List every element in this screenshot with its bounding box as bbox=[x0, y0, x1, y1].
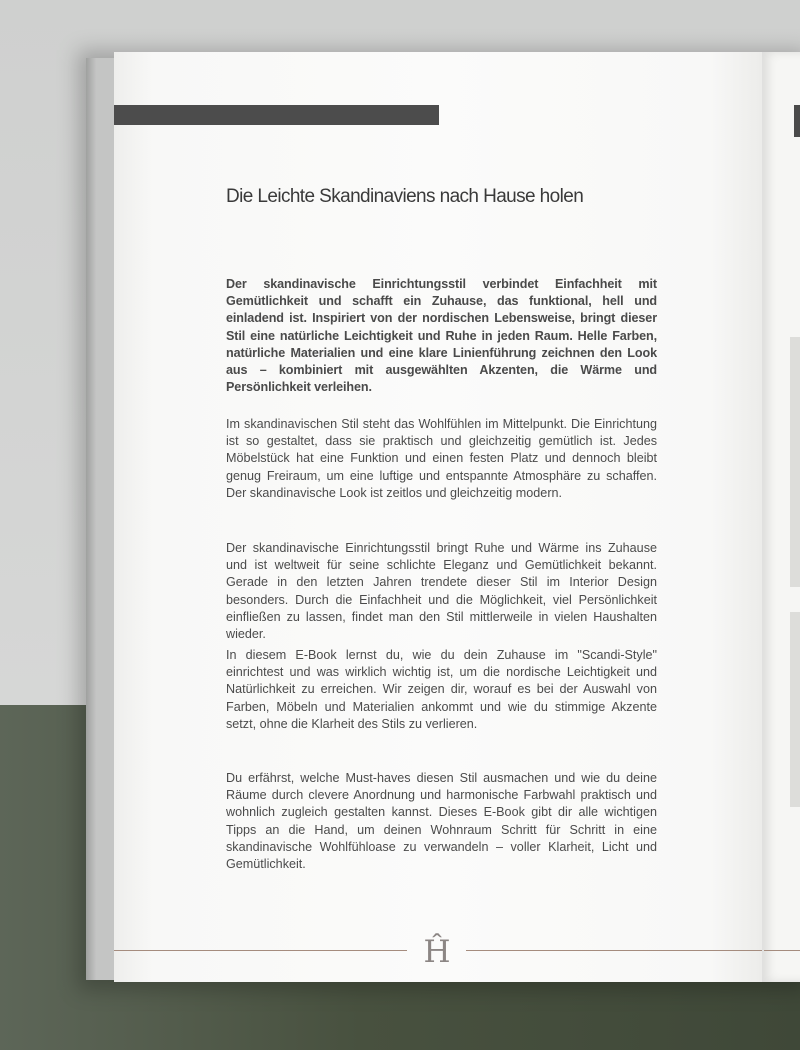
intro-paragraph: Der skandinavische Einrichtungsstil verbindet Einfachheit mit Gemütlichkeit und schafft ein Zuhause, das funktional, hell und einladend ist. Inspiriert von der nordischen Lebensweise, bringt dieser Stil eine natürliche Leichtigkeit und Ruhe in jeden Raum. Helle Farben, natürliche Materialien und eine klare Linienführung zeichnen den Look aus – kombiniert mit ausgewählten Akzenten, die Wärme und Persönlichkeit verleihen. bbox=[226, 277, 657, 395]
footer-rule-left bbox=[114, 950, 407, 951]
next-page-image-fragment bbox=[790, 612, 800, 807]
next-page-footer-rule bbox=[764, 950, 800, 951]
next-page-heading-fragment bbox=[794, 105, 800, 137]
page-title: Die Leichte Skandinaviens nach Hause holen bbox=[226, 186, 584, 207]
body-paragraph: Du erfährst, welche Must-haves diesen Stil ausmachen und wie du deine Räume durch clevere Anordnung und harmonische Farbwahl praktisch und wohnlich zugleich gestalten kannst. Dieses E-Book gibt dir alle wichtigen Tipps an die Hand, um deinen Wohnraum Schritt für Schritt in eine skandinavische Wohlfühloase zu verwandeln – voller Klarheit, Licht und Gemütlichkeit. bbox=[226, 771, 657, 872]
footer-rule-right bbox=[466, 950, 762, 951]
footer-logo: Ĥ bbox=[423, 934, 451, 970]
body-paragraph: In diesem E-Book lernst du, wie du dein Zuhause im "Scandi-Style" einrichtest und was wirklich wichtig ist, um die nordische Leichtigkeit und Natürlichkeit zu erreichen. Wir zeigen dir, worauf es bei der Auswahl von Farben, Möbeln und Materialien ankommt und wie du stimmige Akzente setzt, ohne die Klarheit des Stils zu verlieren. bbox=[226, 648, 657, 731]
accent-bar bbox=[114, 105, 439, 125]
book-spine-inner bbox=[96, 58, 114, 980]
body-paragraph: Der skandinavische Einrichtungsstil bringt Ruhe und Wärme ins Zuhause und ist weltweit für seine schlichte Eleganz und Gemütlichkeit bekannt. Gerade in den letzten Jahren trendete dieser Stil im Interior Design besonders. Durch die Einfachheit und die Möglichkeit, viel Persönlichkeit einfließen zu lassen, findet man den Stil mittlerweile in vielen Haushalten wieder. bbox=[226, 541, 657, 642]
next-page-image-fragment bbox=[790, 337, 800, 587]
book-spine bbox=[86, 58, 96, 980]
body-paragraph: Im skandinavischen Stil steht das Wohlfühlen im Mittelpunkt. Die Einrichtung ist so gestaltet, dass sie praktisch und gleichzeitig gemütlich ist. Jedes Möbelstück hat eine Funktion und einen festen Platz und dennoch bleibt genug Freiraum, um eine luftige und entspannte Atmosphäre zu schaffen. Der skandinavische Look ist zeitlos und gleichzeitig modern. bbox=[226, 417, 657, 500]
next-page-edge bbox=[760, 52, 800, 982]
book-page bbox=[114, 52, 762, 982]
